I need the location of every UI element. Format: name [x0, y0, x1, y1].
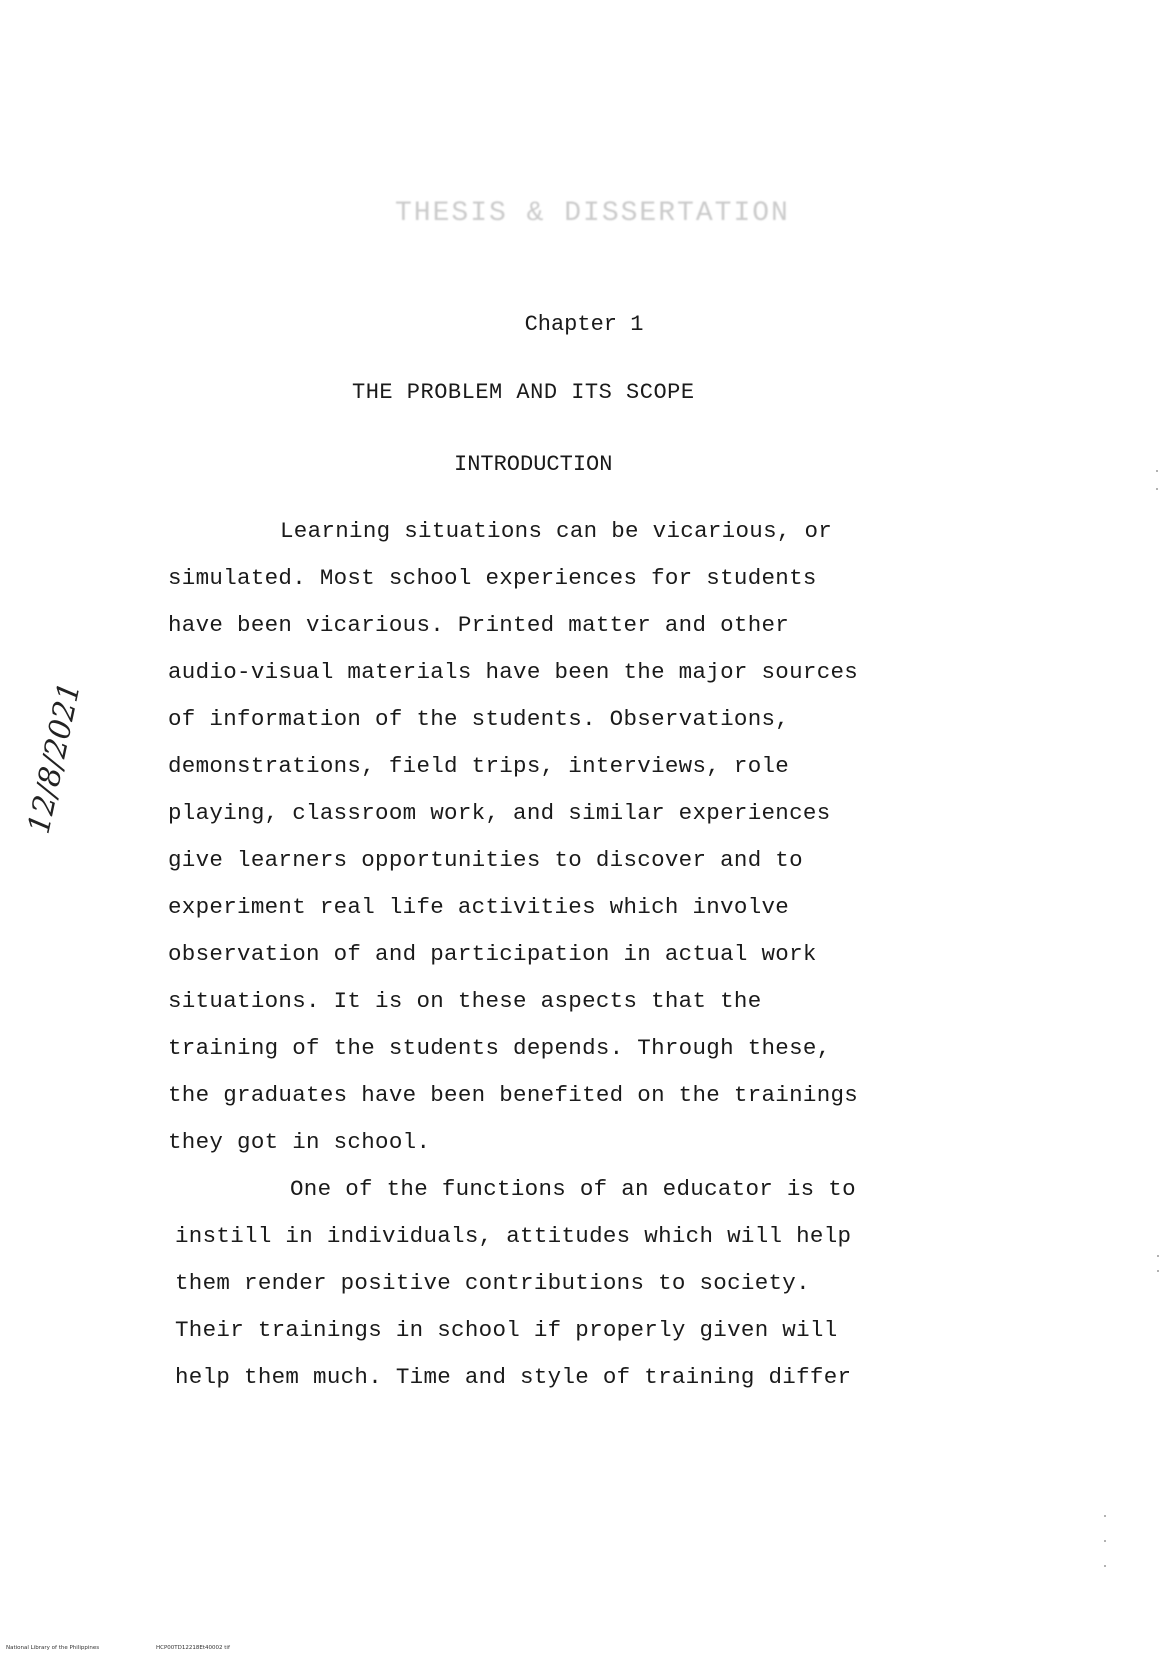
body-line: they got in school. — [168, 1129, 431, 1155]
scan-speck — [1156, 470, 1158, 472]
body-line: playing, classroom work, and similar experiences — [168, 800, 831, 826]
section-title: INTRODUCTION — [454, 452, 613, 477]
body-line: have been vicarious. Printed matter and other — [168, 612, 790, 638]
scan-speck — [1157, 1270, 1159, 1272]
body-line: give learners opportunities to discover and to — [168, 847, 803, 873]
body-line: demonstrations, field trips, interviews, role — [168, 753, 790, 779]
body-line: the graduates have been benefited on the trainings — [168, 1082, 859, 1108]
faded-stamp: THESIS & DISSERTATION — [395, 198, 790, 229]
scan-speck — [1104, 1540, 1106, 1542]
scan-speck — [1104, 1515, 1106, 1517]
footer-library: National Library of the Philippines — [6, 1645, 100, 1651]
handwritten-date-signature — [16, 660, 106, 860]
body-line: of information of the students. Observations, — [168, 706, 790, 732]
body-line: instill in individuals, attitudes which will help — [175, 1223, 852, 1249]
body-line: simulated. Most school experiences for students — [168, 565, 817, 591]
body-line: Learning situations can be vicarious, or — [280, 518, 833, 544]
body-line: audio-visual materials have been the major sources — [168, 659, 859, 685]
scan-speck — [1157, 1255, 1159, 1257]
body-line: Their trainings in school if properly given will — [175, 1317, 838, 1343]
body-line: observation of and participation in actual work — [168, 941, 817, 967]
chapter-title: THE PROBLEM AND ITS SCOPE — [352, 380, 695, 405]
chapter-label: Chapter 1 — [524, 312, 644, 337]
scan-speck — [1104, 1565, 1106, 1567]
handwritten-date-text: 12/8/2021 — [21, 679, 88, 837]
scan-speck — [1156, 488, 1158, 490]
footer-code: HCP00TD12218Et40002 tif — [156, 1645, 230, 1651]
body-line: situations. It is on these aspects that the — [168, 988, 762, 1014]
body-line: them render positive contributions to society. — [175, 1270, 810, 1296]
body-line: experiment real life activities which involve — [168, 894, 790, 920]
body-line: One of the functions of an educator is to — [290, 1176, 856, 1202]
body-line: training of the students depends. Through these, — [168, 1035, 831, 1061]
body-line: help them much. Time and style of training differ — [175, 1364, 852, 1390]
